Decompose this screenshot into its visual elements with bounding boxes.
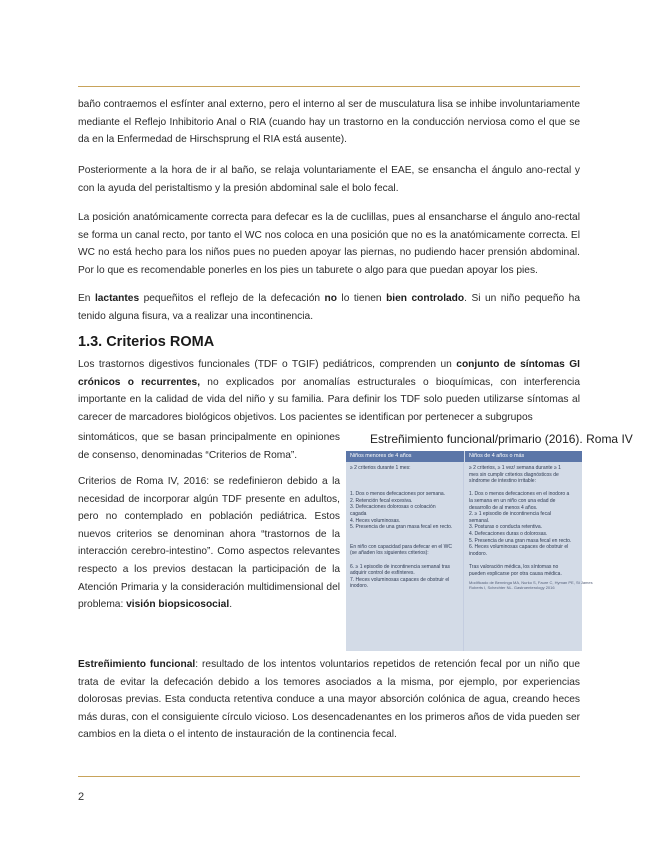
criteria-extra: pueden explicarse por otra causa médica. bbox=[469, 570, 562, 577]
criteria-item: 6. ≥ 1 episodio de incontinencia semanal tras bbox=[350, 563, 451, 570]
criteria-item: la semana en un niño con una edad de bbox=[469, 497, 556, 504]
source-note-line: Modificado de Benninga MA, Nurko S, Faure C, Hyman PE, St James bbox=[469, 580, 593, 586]
criteria-item: inodoro. bbox=[469, 550, 488, 557]
paragraph-ria: baño contraemos el esfínter anal externo, pero el interno al ser de musculatura lisa se inhibe involuntariamente mediante el Reflejo Inhibitorio Anal o RIA (cuando hay un trastorno en la conducción nerviosa como el que se da en la Enfermedad de Hirschsprung el RIA está ausente). bbox=[78, 99, 580, 146]
criteria-item: cagada bbox=[350, 510, 367, 517]
criteria-item: 5. Presencia de una gran masa fecal en recto. bbox=[469, 537, 572, 544]
table-column-right bbox=[465, 463, 593, 651]
criteria-extra: En niño con capacidad para defecar en el WC bbox=[350, 543, 453, 550]
table-header-left: Niños menores de 4 años bbox=[346, 451, 464, 462]
criteria-item: 2. ≥ 1 episodio de incontinencia fecal bbox=[469, 511, 551, 518]
criteria-item: 4. Defecaciones duras o dolorosas. bbox=[469, 530, 548, 537]
paragraph-lactantes: En lactantes pequeñitos el reflejo de la defecación no lo tienen bien controlado. Si un niño pequeño ha tenido alguna fisura, va a realizar una incontinencia. bbox=[78, 293, 580, 322]
criteria-item: 4. Heces voluminosas. bbox=[350, 517, 401, 524]
criteria-item: 1. Dos o menos defecaciones en el inodoro a bbox=[469, 491, 570, 498]
criteria-item: 1. Dos o menos defecaciones por semana. bbox=[350, 491, 446, 498]
criteria-item: 7. Heces voluminosas capaces de obstruir el bbox=[350, 576, 450, 583]
criteria-intro: ≥ 2 criterios durante 1 mes: bbox=[350, 465, 411, 471]
criteria-extra: Tras valoración médica, los síntomas no bbox=[469, 563, 559, 570]
header-rule bbox=[78, 86, 580, 87]
criteria-intro: síndrome de intestino irritable: bbox=[469, 478, 536, 485]
section-heading: 1.3. Criterios ROMA bbox=[78, 334, 215, 350]
criteria-item: inodoro. bbox=[350, 583, 369, 590]
footer-rule bbox=[78, 776, 580, 777]
table-header-right: Niños de 4 años o más bbox=[465, 451, 582, 462]
paragraph-tdf: Los trastornos digestivos funcionales (TDF o TGIF) pediátricos, comprenden un conjunto de síntomas GI crónicos o recurrentes, no explicados por anomalías estructurales o bioquímicas, con interferencia importante en la calidad de vida del niño y su familia. Para definir los TDF solo pueden utilizarse síntomas al carecer de marcadores biológicos objetivos. Los pacientes se identifican por pertenecer a subgrupos bbox=[78, 359, 580, 423]
criteria-item: 3. Defecaciones dolorosas o coloación bbox=[350, 504, 436, 511]
criteria-item: 6. Heces voluminosas capaces de obstruir el bbox=[469, 544, 569, 551]
paragraph-consenso: sintomáticos, que se basan principalmente en opiniones de consenso, denominadas “Criterios de Roma”. bbox=[78, 432, 340, 461]
table-source-note bbox=[469, 580, 593, 591]
criteria-item: adquirir control de esfínteres. bbox=[350, 570, 415, 577]
paragraph-estrenimiento: Estreñimiento funcional: resultado de los intentos voluntarios repetidos de retención fecal por un niño que trata de evitar la defecación debido a los temores asociados a la misma, por ejemplo, por experiencias dolorosas previas. Esta conducta retentiva conduce a una mayor absorción colónica de agua, creando heces más duras, con el consiguiente círculo vicioso. Los desencadenantes en los primeros años de vida pueden ser cambios en la dieta o el intento de instauración de la continencia fecal. bbox=[78, 659, 580, 741]
roma-iv-table bbox=[346, 451, 593, 651]
paragraph-eae: Posteriormente a la hora de ir al baño, se relaja voluntariamente el EAE, se ensancha el ángulo ano-rectal y con la ayuda del peristaltismo y la presión abdominal sale el bolo fecal. bbox=[78, 165, 580, 194]
paragraph-posicion: La posición anatómicamente correcta para defecar es la de cuclillas, pues al ensancharse el ángulo ano-rectal se forma un canal recto, por tanto el WC nos coloca en una posición que no es la anatómicamente correcta. El WC no está hecho para los niños pues no pueden apoyar las piernas, no pudiendo hacer prensión abdominal. Por lo que es recomendable ponerles en los pies un taburete o algo para que puedan apoyar los pies. bbox=[78, 212, 580, 276]
criteria-extra: (se añaden los siguientes criterios): bbox=[350, 550, 429, 557]
criteria-intro: mes sin cumplir criterios diagnósticos de bbox=[469, 471, 559, 478]
figure-caption: Estreñimiento funcional/primario (2016). Roma IV bbox=[370, 432, 633, 446]
criteria-intro: ≥ 2 criterios, ≥ 1 vez/ semana durante ≥ 1 bbox=[469, 465, 561, 471]
criteria-item: semanal. bbox=[469, 517, 490, 524]
paragraph-roma-iv: Criterios de Roma IV, 2016: se redefinieron debido a la necesidad de incorporar algún TDF presente en adultos, pero no contemplado en población pediátrica. Estos nuevos criterios se denominan ahora “trastornos de la interacción cerebro-intestino”. Como aspectos relevantes respecto a los previos destacan la participación de la Atención Primaria y la consideración multidimensional del problema: visión biopsicosocial. bbox=[78, 476, 340, 611]
table-column-left bbox=[346, 463, 464, 651]
criteria-item: 5. Presencia de una gran masa fecal en recto. bbox=[350, 524, 453, 531]
source-note-line: Roberts I, Schechter NL. Gastroenterology 2016 bbox=[469, 585, 555, 591]
criteria-item: 2. Retención fecal excesiva. bbox=[350, 497, 413, 504]
criteria-item: 3. Posturas o conducta retentiva. bbox=[469, 524, 543, 531]
criteria-item: desarrollo de al menos 4 años. bbox=[469, 504, 538, 511]
page-number: 2 bbox=[78, 791, 85, 803]
